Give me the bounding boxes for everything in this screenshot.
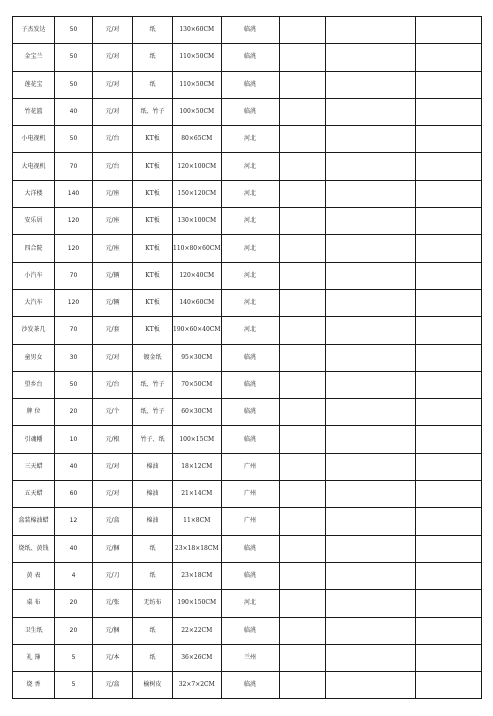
price-cell: 4: [55, 562, 93, 589]
empty-cell: [325, 453, 415, 480]
item-name-cell: 竹花篮: [13, 98, 55, 125]
material-cell: 纸: [133, 617, 173, 644]
material-cell: KT板: [133, 180, 173, 207]
empty-cell: [325, 208, 415, 235]
item-name-cell: 五天蜡: [13, 481, 55, 508]
material-cell: KT板: [133, 126, 173, 153]
unit-cell: 元/座: [93, 235, 133, 262]
unit-cell: 元/对: [93, 71, 133, 98]
empty-cell: [279, 617, 325, 644]
table-row: [13, 289, 482, 316]
price-cell: 120: [55, 208, 93, 235]
empty-cell: [415, 262, 481, 289]
item-name-cell: 礼 簿: [13, 644, 55, 671]
empty-cell: [279, 672, 325, 699]
unit-cell: 元/对: [93, 481, 133, 508]
material-cell: 纸、竹子: [133, 98, 173, 125]
empty-cell: [325, 153, 415, 180]
unit-cell: 元/座: [93, 180, 133, 207]
price-cell: 40: [55, 98, 93, 125]
item-name-cell: 大汽车: [13, 289, 55, 316]
empty-cell: [279, 180, 325, 207]
price-cell: 60: [55, 481, 93, 508]
empty-cell: [325, 235, 415, 262]
material-cell: 纸、竹子: [133, 399, 173, 426]
unit-cell: 元/个: [93, 399, 133, 426]
table-row: [13, 344, 482, 371]
table-row: [13, 644, 482, 671]
empty-cell: [279, 126, 325, 153]
size-cell: 21×14CM: [173, 481, 222, 508]
item-name-cell: 三天蜡: [13, 453, 55, 480]
table-row: [13, 235, 482, 262]
empty-cell: [325, 535, 415, 562]
empty-cell: [325, 17, 415, 44]
empty-cell: [415, 289, 481, 316]
empty-cell: [279, 17, 325, 44]
empty-cell: [415, 235, 481, 262]
price-cell: 10: [55, 426, 93, 453]
item-name-cell: 桌 布: [13, 590, 55, 617]
item-name-cell: 安乐居: [13, 208, 55, 235]
empty-cell: [415, 208, 481, 235]
empty-cell: [415, 126, 481, 153]
table-row: [13, 44, 482, 71]
origin-cell: 临洮: [221, 399, 279, 426]
empty-cell: [279, 153, 325, 180]
price-cell: 20: [55, 617, 93, 644]
size-cell: 150×120CM: [173, 180, 222, 207]
size-cell: 18×12CM: [173, 453, 222, 480]
price-cell: 50: [55, 17, 93, 44]
empty-cell: [325, 508, 415, 535]
unit-cell: 元/台: [93, 126, 133, 153]
item-name-cell: 望乡台: [13, 371, 55, 398]
size-cell: 110×80×60CM: [173, 235, 222, 262]
origin-cell: 临洮: [221, 371, 279, 398]
unit-cell: 元/张: [93, 590, 133, 617]
table-row: [13, 399, 482, 426]
table-row: [13, 71, 482, 98]
price-cell: 50: [55, 371, 93, 398]
empty-cell: [279, 289, 325, 316]
empty-cell: [325, 180, 415, 207]
empty-cell: [415, 344, 481, 371]
unit-cell: 元/刀: [93, 562, 133, 589]
material-cell: KT板: [133, 153, 173, 180]
table-row: [13, 208, 482, 235]
empty-cell: [279, 399, 325, 426]
empty-cell: [415, 644, 481, 671]
empty-cell: [279, 317, 325, 344]
empty-cell: [325, 617, 415, 644]
origin-cell: 河北: [221, 289, 279, 316]
price-cell: 120: [55, 289, 93, 316]
unit-cell: 元/对: [93, 453, 133, 480]
table-row: [13, 126, 482, 153]
size-cell: 100×15CM: [173, 426, 222, 453]
origin-cell: 兰州: [221, 644, 279, 671]
empty-cell: [415, 562, 481, 589]
item-name-cell: 金宝兰: [13, 44, 55, 71]
empty-cell: [415, 672, 481, 699]
unit-cell: 元/捆: [93, 617, 133, 644]
origin-cell: 河北: [221, 126, 279, 153]
item-name-cell: 童男女: [13, 344, 55, 371]
empty-cell: [415, 98, 481, 125]
item-name-cell: 卫生纸: [13, 617, 55, 644]
origin-cell: 临洮: [221, 71, 279, 98]
unit-cell: 元/辆: [93, 262, 133, 289]
unit-cell: 元/对: [93, 344, 133, 371]
table-row: [13, 453, 482, 480]
table-row: [13, 153, 482, 180]
price-cell: 50: [55, 126, 93, 153]
table-row: [13, 262, 482, 289]
empty-cell: [279, 71, 325, 98]
empty-cell: [279, 535, 325, 562]
table-row: [13, 508, 482, 535]
price-cell: 40: [55, 535, 93, 562]
item-name-cell: 牌 位: [13, 399, 55, 426]
material-cell: 无纺布: [133, 590, 173, 617]
size-cell: 120×40CM: [173, 262, 222, 289]
unit-cell: 元/捆: [93, 535, 133, 562]
origin-cell: 广州: [221, 481, 279, 508]
material-cell: KT板: [133, 289, 173, 316]
empty-cell: [325, 262, 415, 289]
origin-cell: 河北: [221, 590, 279, 617]
empty-cell: [325, 371, 415, 398]
price-cell: 120: [55, 235, 93, 262]
size-cell: 190×60×40CM: [173, 317, 222, 344]
empty-cell: [279, 426, 325, 453]
table-row: [13, 481, 482, 508]
item-name-cell: 烧纸、黄钱: [13, 535, 55, 562]
empty-cell: [279, 208, 325, 235]
price-cell: 5: [55, 644, 93, 671]
item-name-cell: 盒装棉油蜡: [13, 508, 55, 535]
item-name-cell: 黄 表: [13, 562, 55, 589]
price-cell: 50: [55, 71, 93, 98]
empty-cell: [415, 453, 481, 480]
empty-cell: [415, 153, 481, 180]
table-row: [13, 180, 482, 207]
empty-cell: [279, 644, 325, 671]
empty-cell: [279, 453, 325, 480]
size-cell: 120×100CM: [173, 153, 222, 180]
material-cell: 竹子、纸: [133, 426, 173, 453]
price-cell: 40: [55, 453, 93, 480]
empty-cell: [325, 44, 415, 71]
price-cell: 5: [55, 672, 93, 699]
origin-cell: 临洮: [221, 17, 279, 44]
empty-cell: [415, 590, 481, 617]
empty-cell: [415, 481, 481, 508]
price-cell: 70: [55, 153, 93, 180]
material-cell: 镀金纸: [133, 344, 173, 371]
empty-cell: [279, 562, 325, 589]
empty-cell: [279, 371, 325, 398]
empty-cell: [325, 317, 415, 344]
material-cell: 纸: [133, 562, 173, 589]
size-cell: 11×8CM: [173, 508, 222, 535]
material-cell: 纸: [133, 71, 173, 98]
table-row: [13, 617, 482, 644]
size-cell: 22×22CM: [173, 617, 222, 644]
empty-cell: [325, 590, 415, 617]
empty-cell: [415, 399, 481, 426]
empty-cell: [415, 71, 481, 98]
empty-cell: [415, 617, 481, 644]
size-cell: 130×60CM: [173, 17, 222, 44]
size-cell: 190×150CM: [173, 590, 222, 617]
empty-cell: [279, 508, 325, 535]
price-cell: 140: [55, 180, 93, 207]
size-cell: 70×50CM: [173, 371, 222, 398]
origin-cell: 临洮: [221, 344, 279, 371]
origin-cell: 广州: [221, 508, 279, 535]
empty-cell: [415, 508, 481, 535]
empty-cell: [415, 44, 481, 71]
unit-cell: 元/本: [93, 644, 133, 671]
item-name-cell: 沙发茶几: [13, 317, 55, 344]
size-cell: 36×26CM: [173, 644, 222, 671]
item-name-cell: 四合院: [13, 235, 55, 262]
origin-cell: 临洮: [221, 617, 279, 644]
price-cell: 70: [55, 262, 93, 289]
unit-cell: 元/套: [93, 317, 133, 344]
table-row: [13, 672, 482, 699]
origin-cell: 河北: [221, 153, 279, 180]
price-cell: 30: [55, 344, 93, 371]
empty-cell: [279, 235, 325, 262]
empty-cell: [279, 262, 325, 289]
unit-cell: 元/台: [93, 153, 133, 180]
size-cell: 110×50CM: [173, 44, 222, 71]
origin-cell: 河北: [221, 262, 279, 289]
empty-cell: [415, 180, 481, 207]
price-cell: 20: [55, 590, 93, 617]
material-cell: 纸: [133, 17, 173, 44]
empty-cell: [415, 535, 481, 562]
material-cell: 纸: [133, 535, 173, 562]
table-row: [13, 98, 482, 125]
unit-cell: 元/根: [93, 426, 133, 453]
size-cell: 23×18×18CM: [173, 535, 222, 562]
origin-cell: 河北: [221, 317, 279, 344]
origin-cell: 河北: [221, 180, 279, 207]
table-row: [13, 590, 482, 617]
unit-cell: 元/盒: [93, 508, 133, 535]
empty-cell: [325, 71, 415, 98]
material-cell: KT板: [133, 235, 173, 262]
size-cell: 130×100CM: [173, 208, 222, 235]
item-name-cell: 小电视机: [13, 126, 55, 153]
empty-cell: [325, 644, 415, 671]
origin-cell: 临洮: [221, 562, 279, 589]
material-cell: 纸: [133, 44, 173, 71]
material-cell: 棉油: [133, 453, 173, 480]
material-cell: KT板: [133, 208, 173, 235]
item-name-cell: 子杰发达: [13, 17, 55, 44]
empty-cell: [415, 371, 481, 398]
size-cell: 110×50CM: [173, 71, 222, 98]
origin-cell: 临洮: [221, 535, 279, 562]
price-table-body: [13, 17, 482, 699]
item-name-cell: 大电视机: [13, 153, 55, 180]
origin-cell: 临洮: [221, 672, 279, 699]
item-name-cell: 小汽车: [13, 262, 55, 289]
empty-cell: [279, 481, 325, 508]
item-name-cell: 烧 香: [13, 672, 55, 699]
unit-cell: 元/辆: [93, 289, 133, 316]
table-row: [13, 317, 482, 344]
price-cell: 12: [55, 508, 93, 535]
size-cell: 32×7×2CM: [173, 672, 222, 699]
origin-cell: 河北: [221, 208, 279, 235]
item-name-cell: 莲花宝: [13, 71, 55, 98]
empty-cell: [279, 44, 325, 71]
empty-cell: [279, 590, 325, 617]
table-row: [13, 371, 482, 398]
origin-cell: 临洮: [221, 44, 279, 71]
size-cell: 95×30CM: [173, 344, 222, 371]
material-cell: 纸: [133, 644, 173, 671]
table-row: [13, 17, 482, 44]
empty-cell: [415, 17, 481, 44]
unit-cell: 元/台: [93, 371, 133, 398]
empty-cell: [325, 289, 415, 316]
material-cell: KT板: [133, 262, 173, 289]
empty-cell: [325, 126, 415, 153]
material-cell: 棉油: [133, 508, 173, 535]
price-table: [12, 16, 482, 699]
empty-cell: [325, 344, 415, 371]
size-cell: 140×60CM: [173, 289, 222, 316]
unit-cell: 元/对: [93, 17, 133, 44]
empty-cell: [415, 317, 481, 344]
empty-cell: [325, 562, 415, 589]
empty-cell: [279, 344, 325, 371]
empty-cell: [415, 426, 481, 453]
unit-cell: 元/对: [93, 44, 133, 71]
size-cell: 60×30CM: [173, 399, 222, 426]
unit-cell: 元/对: [93, 98, 133, 125]
price-cell: 70: [55, 317, 93, 344]
origin-cell: 广州: [221, 453, 279, 480]
unit-cell: 元/座: [93, 208, 133, 235]
empty-cell: [279, 98, 325, 125]
empty-cell: [325, 426, 415, 453]
material-cell: 榆树皮: [133, 672, 173, 699]
item-name-cell: 大洋楼: [13, 180, 55, 207]
size-cell: 80×65CM: [173, 126, 222, 153]
origin-cell: 临洮: [221, 98, 279, 125]
empty-cell: [325, 481, 415, 508]
table-row: [13, 426, 482, 453]
origin-cell: 河北: [221, 235, 279, 262]
size-cell: 23×18CM: [173, 562, 222, 589]
item-name-cell: 引魂幡: [13, 426, 55, 453]
empty-cell: [325, 399, 415, 426]
unit-cell: 元/盒: [93, 672, 133, 699]
material-cell: KT板: [133, 317, 173, 344]
size-cell: 100×50CM: [173, 98, 222, 125]
material-cell: 棉油: [133, 481, 173, 508]
empty-cell: [325, 98, 415, 125]
price-cell: 20: [55, 399, 93, 426]
table-row: [13, 535, 482, 562]
price-cell: 50: [55, 44, 93, 71]
table-row: [13, 562, 482, 589]
empty-cell: [325, 672, 415, 699]
material-cell: 纸、竹子: [133, 371, 173, 398]
origin-cell: 临洮: [221, 426, 279, 453]
